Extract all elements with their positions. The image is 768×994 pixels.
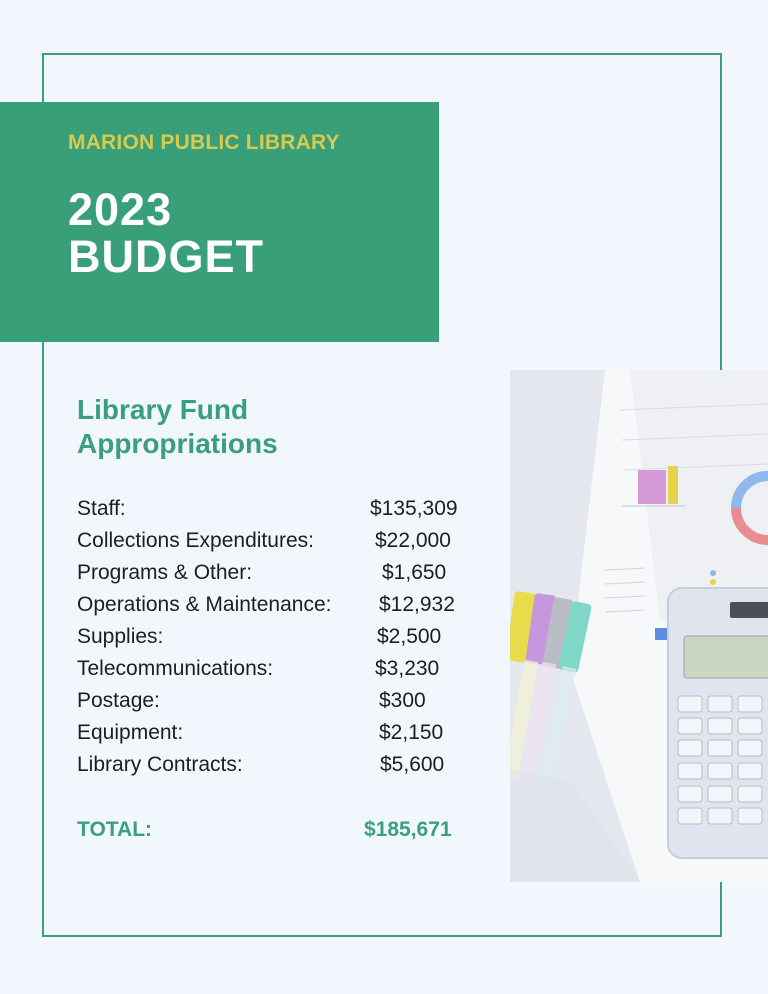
section-heading	[77, 393, 278, 461]
budget-list	[77, 497, 477, 785]
page-title	[68, 186, 264, 280]
budget-label: Library Contracts:	[77, 753, 243, 776]
budget-label: Staff:	[77, 497, 126, 520]
budget-row-supplies	[77, 625, 477, 657]
organization-name: MARION PUBLIC LIBRARY	[68, 131, 340, 154]
budget-label: Telecommunications:	[77, 657, 274, 680]
budget-amount: $12,932	[379, 593, 455, 616]
budget-amount: $1,650	[382, 561, 447, 584]
budget-row-operations	[77, 593, 477, 625]
budget-row-staff	[77, 497, 477, 529]
budget-total-row	[77, 818, 477, 848]
section-heading-line2: Appropriations	[77, 428, 278, 459]
budget-amount: $2,500	[377, 625, 442, 648]
budget-label: Supplies:	[77, 625, 164, 648]
calculator-photo-illustration	[510, 370, 768, 882]
budget-row-telecom	[77, 657, 477, 689]
budget-amount: $135,309	[370, 497, 458, 520]
calculator-photo	[510, 370, 768, 882]
title-year: 2023	[68, 184, 173, 235]
section-heading-line1: Library Fund	[77, 394, 249, 425]
budget-label: Equipment:	[77, 721, 184, 744]
budget-row-equipment	[77, 721, 477, 753]
budget-label: Programs & Other:	[77, 561, 253, 584]
budget-row-programs	[77, 561, 477, 593]
total-label: TOTAL:	[77, 818, 153, 841]
title-word: BUDGET	[68, 231, 264, 282]
budget-label: Collections Expenditures:	[77, 529, 314, 552]
budget-row-postage	[77, 689, 477, 721]
budget-amount: $2,150	[379, 721, 444, 744]
budget-row-collections	[77, 529, 477, 561]
budget-amount: $5,600	[380, 753, 445, 776]
budget-label: Postage:	[77, 689, 160, 712]
budget-row-contracts	[77, 753, 477, 785]
budget-amount: $3,230	[375, 657, 440, 680]
total-amount: $185,671	[364, 818, 452, 841]
budget-amount: $300	[379, 689, 426, 712]
budget-label: Operations & Maintenance:	[77, 593, 332, 616]
budget-amount: $22,000	[375, 529, 451, 552]
